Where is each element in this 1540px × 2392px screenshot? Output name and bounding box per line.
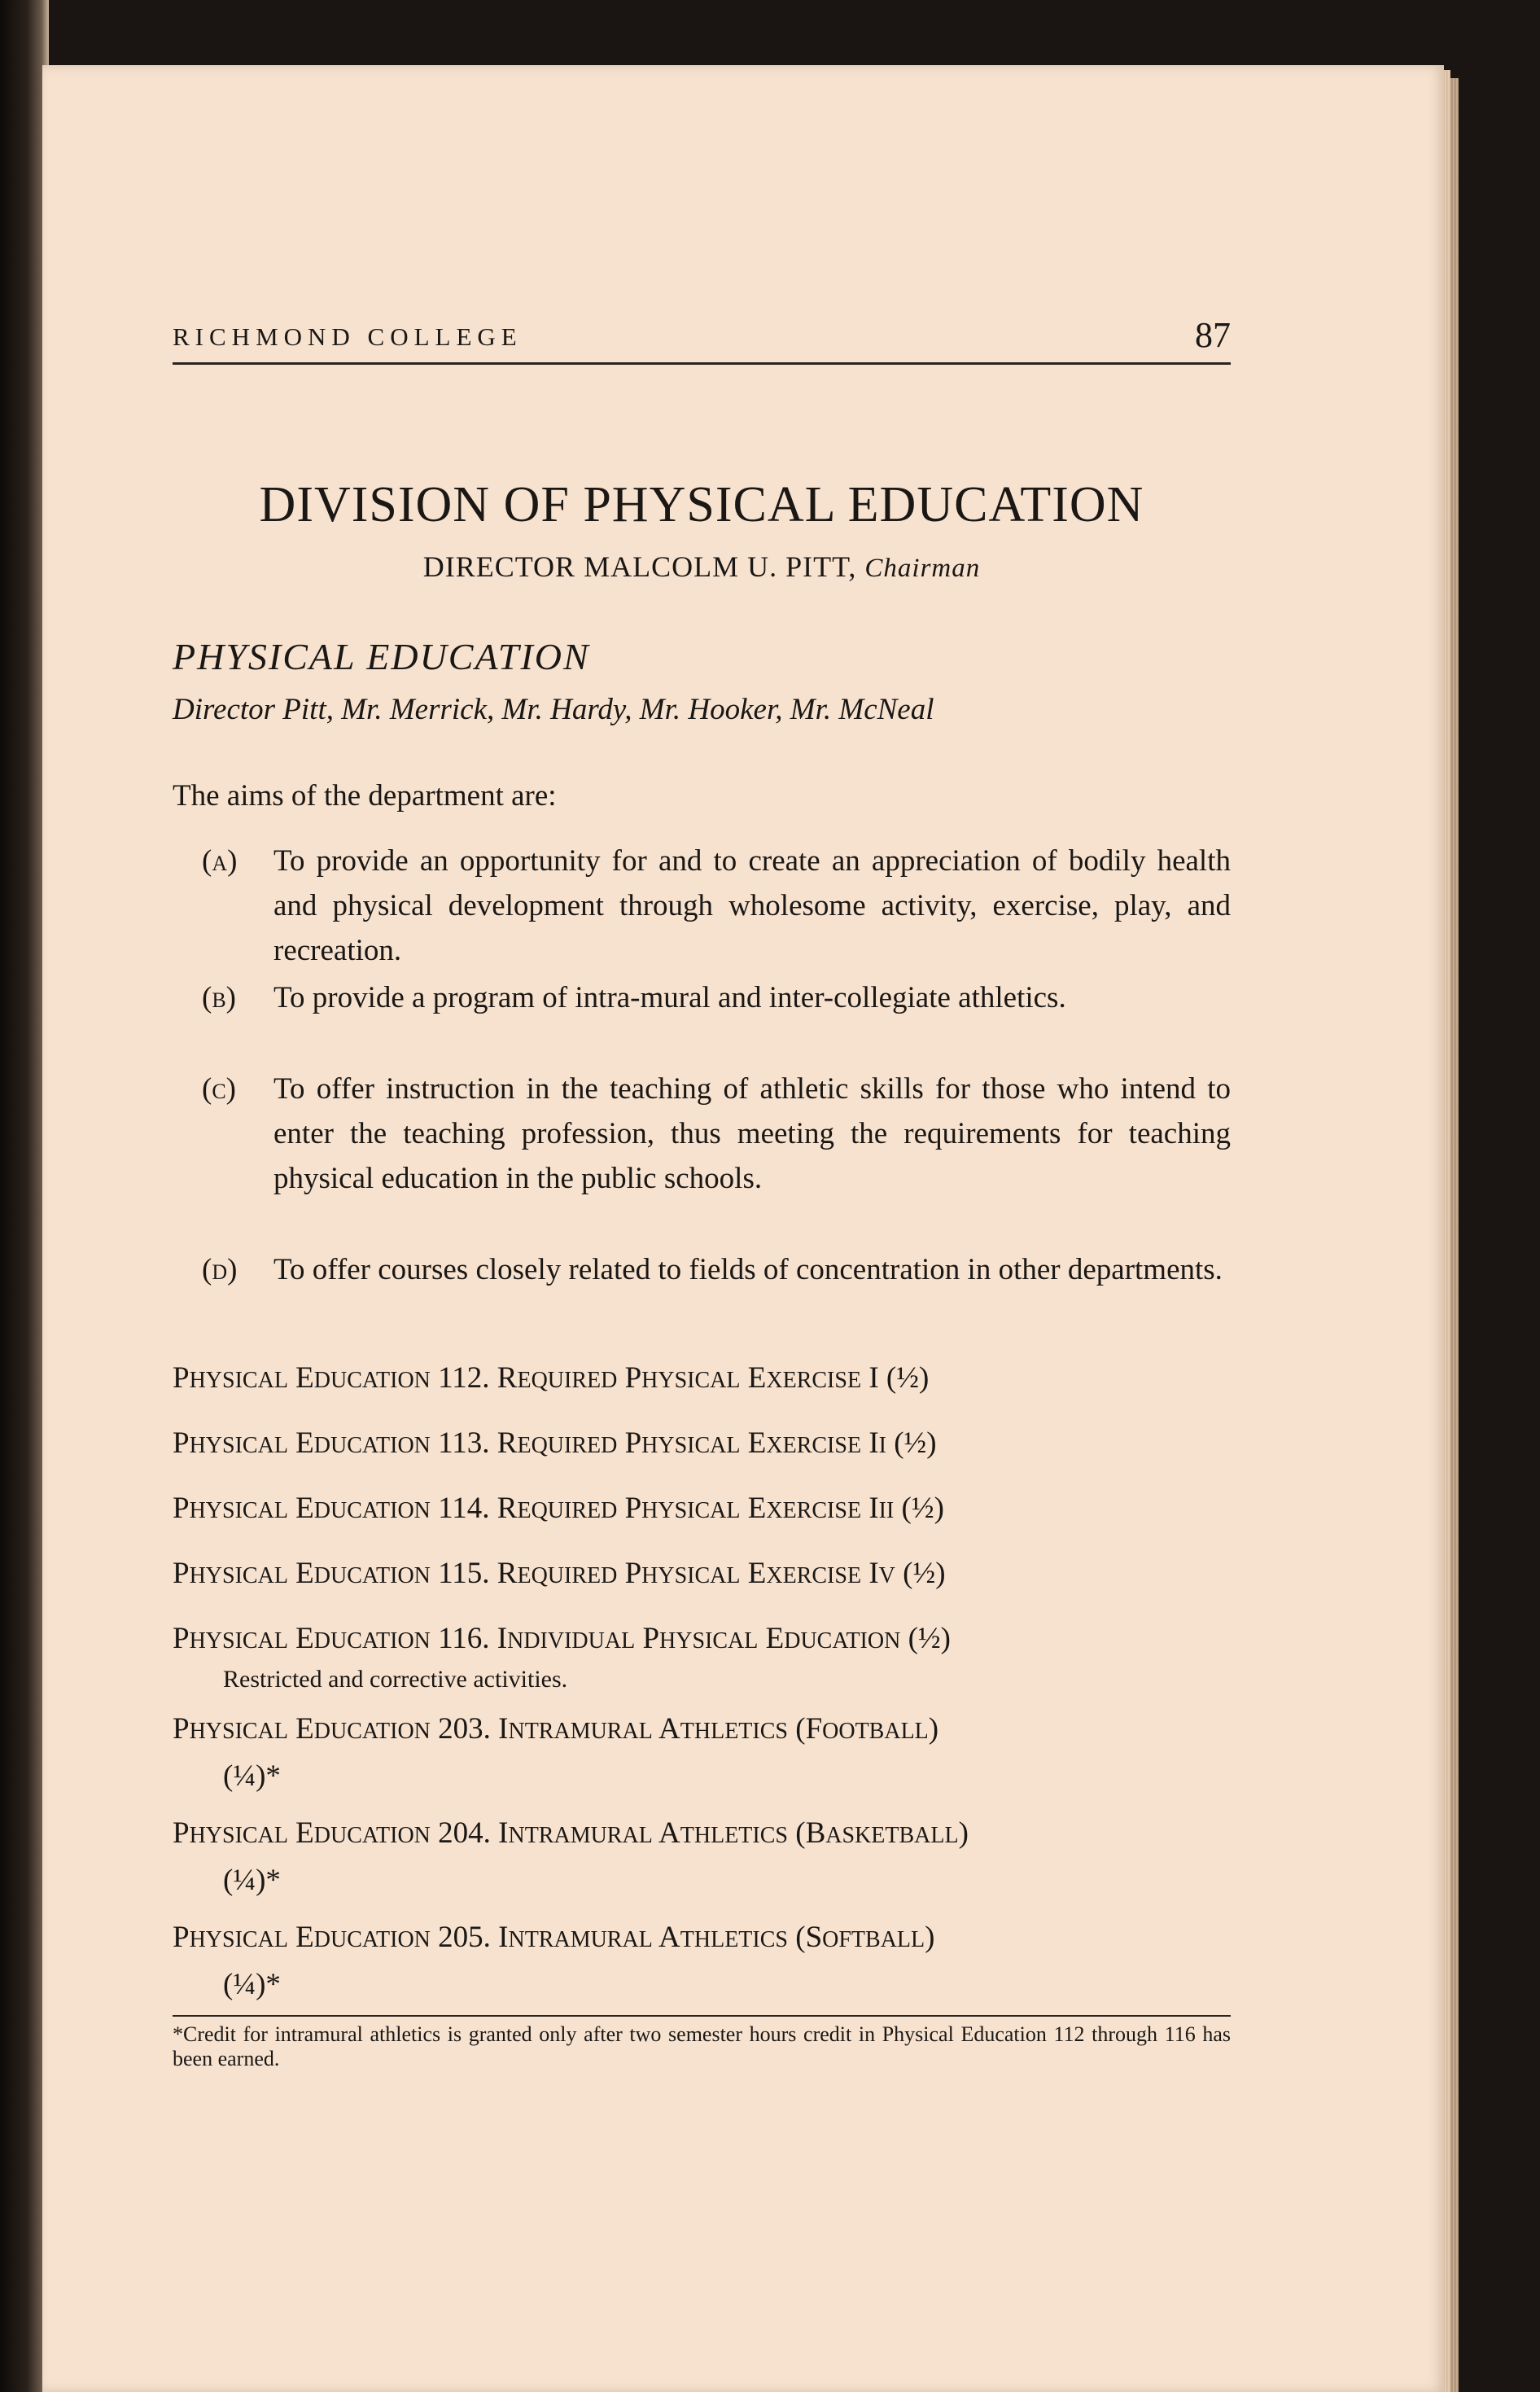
page-stack-edge-outer	[1450, 78, 1459, 2392]
scan-left-margin	[0, 0, 49, 2392]
division-title: DIVISION OF PHYSICAL EDUCATION	[259, 477, 1144, 532]
aim-marker: (C)	[202, 1072, 236, 1106]
aim-text: To offer courses closely related to fields of concentration in other departments.	[273, 1253, 1223, 1286]
course-entry	[173, 1811, 1231, 1903]
course-title: REQUIRED PHYSICAL EXERCISE I	[497, 1361, 879, 1395]
course-department: PHYSICAL EDUCATION	[173, 1712, 431, 1746]
course-department: PHYSICAL EDUCATION	[173, 1361, 431, 1395]
course-title: REQUIRED PHYSICAL EXERCISE IV	[497, 1557, 895, 1590]
aim-marker: (D)	[202, 1253, 238, 1286]
footnote: *Credit for intramural athletics is granted only after two semester hours credit in Physical Education 112 through 116 has been earned.	[173, 2022, 1231, 2070]
course-entry	[173, 1706, 1231, 1798]
department-title: PHYSICAL EDUCATION	[173, 636, 590, 677]
course-credit: (½)	[895, 1557, 946, 1590]
aim-marker: (B)	[202, 981, 236, 1014]
course-entry	[173, 1551, 1231, 1598]
course-credit: (½)	[894, 1492, 944, 1525]
page-number: 87	[1195, 315, 1231, 355]
course-number: 116.	[430, 1622, 497, 1655]
aim-item	[173, 839, 1231, 973]
course-department: PHYSICAL EDUCATION	[173, 1816, 431, 1850]
course-entry	[173, 1915, 1231, 2007]
running-head	[173, 314, 1231, 363]
running-head-title: RICHMOND COLLEGE	[173, 322, 523, 351]
department-staff: Director Pitt, Mr. Merrick, Mr. Hardy, Mr. Hooker, Mr. McNeal	[173, 693, 934, 726]
footnote-rule	[173, 2015, 1231, 2017]
course-number: 205.	[430, 1921, 499, 1954]
director-role: Chairman	[864, 554, 981, 583]
aim-item	[173, 1247, 1231, 1337]
course-credit: (½)	[878, 1361, 930, 1395]
course-credit: (¼)*	[223, 1864, 281, 1897]
course-entry	[173, 1421, 1231, 1468]
course-credit: (¼)*	[223, 1759, 281, 1793]
course-title: INDIVIDUAL PHYSICAL EDUCATION	[497, 1622, 901, 1655]
course-department: PHYSICAL EDUCATION	[173, 1921, 431, 1954]
course-entry	[173, 1356, 1231, 1403]
director-name: DIRECTOR MALCOLM U. PITT,	[422, 550, 857, 583]
aim-text: To offer instruction in the teaching of athletic skills for those who intend to enter the teaching profession, thus meeting the requirements for teaching physical education in the public schools.	[273, 1072, 1231, 1195]
aims-intro: The aims of the department are:	[173, 779, 557, 813]
course-credit: (½)	[886, 1426, 937, 1460]
aim-text: To provide a program of intra-mural and inter-collegiate athletics.	[273, 981, 1066, 1014]
aim-item	[173, 975, 1231, 1065]
course-entry	[173, 1616, 1231, 1696]
division-director	[173, 550, 1231, 584]
course-department: PHYSICAL EDUCATION	[173, 1492, 431, 1525]
course-number: 114.	[430, 1492, 497, 1525]
course-department: PHYSICAL EDUCATION	[173, 1426, 431, 1460]
course-credit: (½)	[900, 1622, 951, 1655]
course-department: PHYSICAL EDUCATION	[173, 1557, 431, 1590]
course-department: PHYSICAL EDUCATION	[173, 1622, 431, 1655]
course-number: 203.	[430, 1712, 499, 1746]
course-number: 115.	[430, 1557, 497, 1590]
course-entry	[173, 1486, 1231, 1533]
course-title: INTRAMURAL ATHLETICS (FOOTBALL)	[498, 1712, 939, 1746]
book-page	[42, 65, 1444, 2392]
course-title: INTRAMURAL ATHLETICS (SOFTBALL)	[498, 1921, 935, 1954]
course-title: REQUIRED PHYSICAL EXERCISE II	[497, 1426, 886, 1460]
course-number: 112.	[430, 1361, 497, 1395]
course-title: REQUIRED PHYSICAL EXERCISE III	[497, 1492, 895, 1525]
course-number: 113.	[430, 1426, 497, 1460]
aim-text: To provide an opportunity for and to create an appreciation of bodily health and physical development through wholesome activity, exercise, play, and recreation.	[273, 844, 1231, 967]
aim-marker: (A)	[202, 844, 238, 878]
aim-item	[173, 1067, 1231, 1246]
header-rule	[173, 362, 1231, 365]
course-credit: (¼)*	[223, 1968, 281, 2001]
course-note: Restricted and corrective activities.	[223, 1666, 568, 1693]
course-title: INTRAMURAL ATHLETICS (BASKETBALL)	[498, 1816, 969, 1850]
course-number: 204.	[430, 1816, 499, 1850]
